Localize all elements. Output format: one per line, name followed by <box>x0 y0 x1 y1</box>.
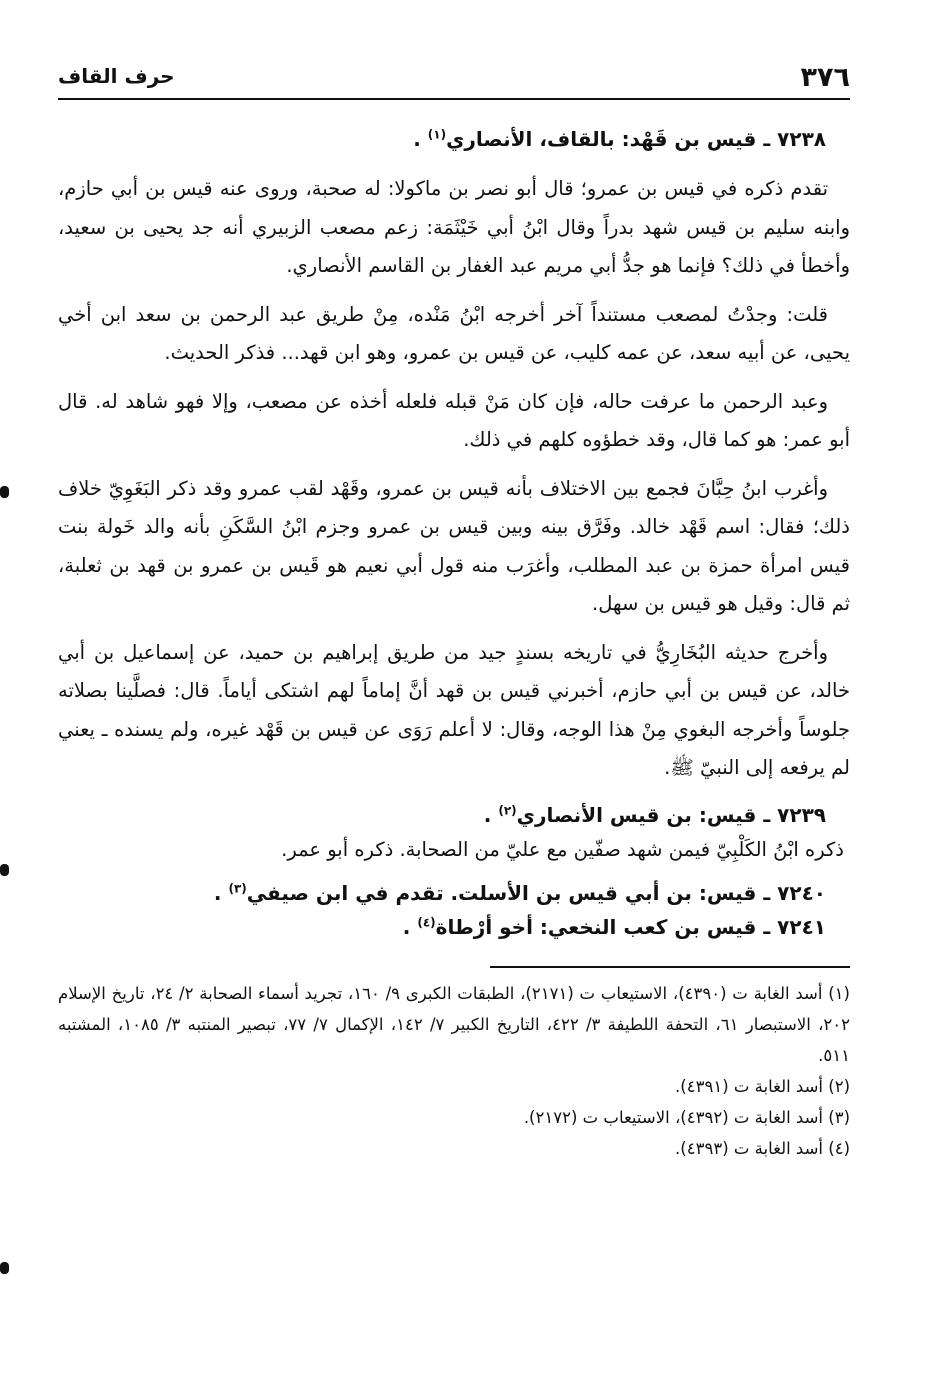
footnote-marker: (٤) <box>417 914 436 929</box>
entry-7238-heading: ٧٢٣٨ ـ قيس بن قَهْد: بالقاف، الأنصاري$^{(١)}$ . <box>413 127 826 151</box>
scan-margin-mark <box>0 1262 9 1274</box>
footnote-3: (٣) أسد الغابة ت (٤٣٩٢)، الاستيعاب ت (٢١٧٢). <box>523 1107 850 1127</box>
entry-heading-text: ٧٢٣٨ ـ قيس بن قَهْد: بالقاف، الأنصاري <box>446 127 826 151</box>
paragraph: ذكره ابْنُ الكَلْبِيّ فيمن شهد صفّين مع عليّ من الصحابة. ذكره أبو عمر. <box>281 837 844 861</box>
footnote-2: (٢) أسد الغابة ت (٤٣٩١). <box>675 1076 850 1096</box>
chapter-title: حرف القاف <box>58 64 175 88</box>
paragraph: تقدم ذكره في قيس بن عمرو؛ قال أبو نصر بن ماكولا: له صحبة، وروى عنه قيس بن أبي حازم، وابنه سليم بن قيس شهد بدراً وقال ابْنُ أبي خَيْثَمَة: زعم مصعب الزبيري أنه جد يحيى بن سعيد، وأخطأ في ذلك؟ فإنما هو جدُّ أبي مريم عبد الغفار بن القاسم الأنصاري. <box>58 177 850 277</box>
footnote-marker: (١) <box>427 127 447 142</box>
footnotes <box>58 978 850 1164</box>
entry-7239-heading: ٧٢٣٩ ـ قيس: بن قيس الأنصاري$^{(٢)}$ . <box>483 802 826 827</box>
entry-heading-text: ٧٢٤١ ـ قيس بن كعب النخعي: أخو أرْطاة <box>435 914 826 939</box>
footnote-1: (١) أسد الغابة ت (٤٣٩٠)، الاستيعاب ت (٢١٧١)، الطبقات الكبرى ٩/ ١٦٠، تجريد أسماء الصحابة ٢/ ٢٤، تاريخ الإسلام ٢٠٢، الاستبصار ٦١، التحفة اللطيفة ٣/ ٤٢٢، التاريخ الكبير ٧/ ١٤٢، الإكمال ٧/ ٧٧، تبصير المنتبه ٣/ ١٠٨٥، المشتبه ٥١١. <box>58 983 850 1065</box>
page-number: ٣٧٦ <box>800 62 850 93</box>
footnote-marker: (٣) <box>228 880 247 895</box>
entry-7240-heading: ٧٢٤٠ ـ قيس: بن أبي قيس بن الأسلت. تقدم في ابن صيفي$^{(٣)}$ . <box>213 880 826 905</box>
paragraph: قلت: وجدْتُ لمصعب مستنداً آخر أخرجه ابْنُ مَنْده، مِنْ طريق عبد الرحمن بن سعد ابن أخي يحيى، عن أبيه سعد، عن عمه كليب، عن قيس بن عمرو، وهو ابن قهد... فذكر الحديث. <box>58 302 850 364</box>
entry-7241-heading: ٧٢٤١ ـ قيس بن كعب النخعي: أخو أرْطاة$^{(٤)}$ . <box>402 914 826 939</box>
footnote-4: (٤) أسد الغابة ت (٤٣٩٣). <box>675 1138 850 1158</box>
entry-heading-text: ٧٢٣٩ ـ قيس: بن قيس الأنصاري <box>516 802 826 827</box>
scan-margin-mark <box>0 864 9 876</box>
paragraph: وعبد الرحمن ما عرفت حاله، فإن كان مَنْ قبله فلعله أخذه عن مصعب، وإلا فهو شاهد له. قال أبو عمر: هو كما قال، وقد خطؤوه كلهم في ذلك. <box>58 389 850 451</box>
footnote-separator <box>490 966 850 968</box>
entry-heading-text: ٧٢٤٠ ـ قيس: بن أبي قيس بن الأسلت. تقدم في ابن صيفي <box>246 880 826 905</box>
paragraph: وأخرج حديثه البُخَارِيُّ في تاريخه بسندٍ جيد من طريق إبراهيم بن حميد، عن إسماعيل بن أبي خالد، عن قيس بن أبي حازم، أخبرني قيس بن قهد أنَّ إماماً لهم اشتكى أياماً. قال: فصلَّينا بصلاته جلوساً وأخرجه البغوي مِنْ هذا الوجه، وقال: لا أعلم رَوَى عن قيس بن قَهْد غيره، ولم يسنده ـ يعني لم يرفعه إلى النبيّ ﷺ. <box>58 640 850 779</box>
scan-margin-mark <box>0 486 9 498</box>
running-header <box>58 58 850 100</box>
footnote-marker: (٢) <box>498 802 517 817</box>
book-page <box>58 58 850 1164</box>
paragraph: وأغرب ابنُ حِبَّانَ فجمع بين الاختلاف بأنه قيس بن عمرو، وقَهْد لقب عمرو وقد ذكر البَغَوِيّ خلاف ذلك؛ فقال: اسم قَهْد خالد. وفَرَّق بينه وبين قيس بن عمرو وجزم ابْنُ السَّكَنِ بأنه والد خَولة بنت قيس امرأة حمزة بن عبد المطلب، وأغرَب منه قول أبي نعيم هو قَيس بن عمرو بن قهد بن ثعلبة، ثم قال: وقيل هو قيس بن سهل. <box>58 476 850 615</box>
